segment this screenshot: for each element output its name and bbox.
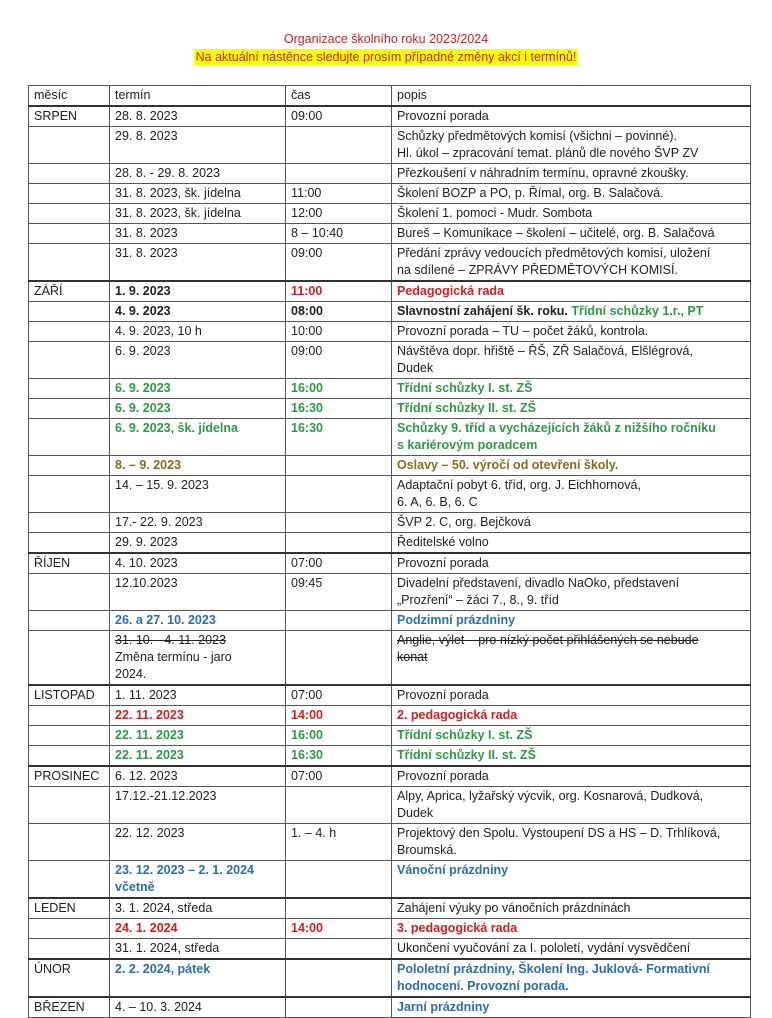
date-cell: 8. – 9. 2023: [110, 456, 286, 476]
table-row: [29, 244, 751, 282]
notice-highlight: Na aktuální nástěnce sledujte prosím případné změny akcí i termínů!: [195, 50, 577, 64]
description-cell: [392, 959, 751, 997]
table-row: [29, 746, 751, 767]
date-cell: [110, 861, 286, 899]
month-cell: [29, 322, 110, 342]
table-row: [29, 399, 751, 419]
time-cell: 10:00: [286, 322, 392, 342]
time-cell: [286, 164, 392, 184]
time-cell: 14:00: [286, 919, 392, 939]
table-row: [29, 224, 751, 244]
description-cell: [392, 302, 751, 322]
time-cell: 11:00: [286, 184, 392, 204]
time-cell: [286, 861, 392, 899]
table-row: [29, 281, 751, 302]
table-row: [29, 861, 751, 899]
time-cell: 16:30: [286, 746, 392, 767]
date-cell: 4. – 10. 3. 2024: [110, 997, 286, 1018]
description-cell: Třídní schůzky I. st. ZŠ: [392, 726, 751, 746]
month-cell: [29, 342, 110, 379]
description-cell: Oslavy – 50. výročí od otevření školy.: [392, 456, 751, 476]
notice-line: [0, 50, 772, 64]
time-cell: 16:00: [286, 726, 392, 746]
date-line-2: včetně: [115, 880, 155, 894]
date-cell: 17.12.-21.12.2023: [110, 787, 286, 824]
time-cell: [286, 127, 392, 164]
date-cell: 1. 9. 2023: [110, 281, 286, 302]
time-cell: 09:00: [286, 244, 392, 282]
time-cell: 09:00: [286, 342, 392, 379]
month-cell: ZÁŘÍ: [29, 281, 110, 302]
date-cell: 29. 9. 2023: [110, 533, 286, 554]
month-cell: [29, 574, 110, 611]
table-row: [29, 898, 751, 919]
time-cell: 11:00: [286, 281, 392, 302]
month-cell: [29, 379, 110, 399]
description-text: Slavnostní zahájení šk. roku.: [397, 304, 568, 318]
description-cell: Provozní porada: [392, 106, 751, 127]
description-line-2: konat: [397, 650, 428, 664]
date-line-2: Změna termínu - jaro: [115, 650, 232, 664]
table-row: [29, 611, 751, 631]
date-cell: 28. 8. - 29. 8. 2023: [110, 164, 286, 184]
header-time: čas: [286, 86, 392, 107]
description-cell: Třídní schůzky II. st. ZŠ: [392, 399, 751, 419]
time-cell: 12:00: [286, 204, 392, 224]
month-cell: LISTOPAD: [29, 685, 110, 706]
description-line: Pololetní prázdniny, Školení Ing. Juklová- Formativní: [397, 962, 711, 976]
date-cell: 6. 9. 2023: [110, 379, 286, 399]
month-cell: [29, 302, 110, 322]
table-row: [29, 302, 751, 322]
table-row: [29, 513, 751, 533]
table-row: [29, 997, 751, 1018]
description-cell: Bureš – Komunikace – školení – učitelé, org. B. Salačová: [392, 224, 751, 244]
date-cell: 22. 12. 2023: [110, 824, 286, 861]
month-cell: ÚNOR: [29, 959, 110, 997]
time-cell: 07:00: [286, 766, 392, 787]
month-cell: [29, 861, 110, 899]
time-cell: [286, 456, 392, 476]
document-title: Organizace školního roku 2023/2024: [283, 32, 489, 46]
table-row: [29, 939, 751, 960]
month-cell: [29, 746, 110, 767]
date-cell: 6. 9. 2023: [110, 399, 286, 419]
description-cell: Provozní porada: [392, 766, 751, 787]
month-cell: [29, 127, 110, 164]
description-cell: ŠVP 2. C, org. Bejčková: [392, 513, 751, 533]
date-cell: 22. 11. 2023: [110, 706, 286, 726]
date-cell: 31. 8. 2023: [110, 244, 286, 282]
description-cell: Školení 1. pomoci - Mudr. Sombota: [392, 204, 751, 224]
month-cell: [29, 611, 110, 631]
table-row: [29, 456, 751, 476]
description-cell: Jarní prázdniny: [392, 997, 751, 1018]
time-cell: 16:30: [286, 419, 392, 456]
date-cell: 31. 1. 2024, středa: [110, 939, 286, 960]
date-cell: [110, 631, 286, 686]
time-cell: [286, 611, 392, 631]
description-line-2: Dudek: [397, 361, 434, 375]
time-cell: 08:00: [286, 302, 392, 322]
description-cell: Provozní porada – TU – počet žáků, kontrola.: [392, 322, 751, 342]
date-cell: 26. a 27. 10. 2023: [110, 611, 286, 631]
table-row: [29, 379, 751, 399]
date-cell: 4. 10. 2023: [110, 553, 286, 574]
month-cell: [29, 476, 110, 513]
time-cell: 07:00: [286, 553, 392, 574]
time-cell: [286, 939, 392, 960]
description-cell: Přezkoušení v náhradním termínu, opravné zkoušky.: [392, 164, 751, 184]
description-cell: [392, 787, 751, 824]
header-month: měsíc: [29, 86, 110, 107]
month-cell: [29, 456, 110, 476]
date-line-3: 2024.: [115, 667, 147, 681]
date-cell: 14. – 15. 9. 2023: [110, 476, 286, 513]
month-cell: ŘÍJEN: [29, 553, 110, 574]
description-cell: 3. pedagogická rada: [392, 919, 751, 939]
table-row: [29, 204, 751, 224]
time-cell: [286, 959, 392, 997]
date-line: 23. 12. 2023 – 2. 1. 2024: [115, 863, 255, 877]
table-row: [29, 631, 751, 686]
table-row: [29, 164, 751, 184]
description-line-2: na sdílené – ZPRÁVY PŘEDMĚTOVÝCH KOMISÍ.: [397, 263, 678, 277]
date-cell: 31. 8. 2023, šk. jídelna: [110, 184, 286, 204]
schedule-table: [28, 85, 751, 1018]
date-cell: 3. 1. 2024, středa: [110, 898, 286, 919]
description-cell: Ukončení vyučování za I. pololetí, vydání vysvědčení: [392, 939, 751, 960]
description-cell: [392, 824, 751, 861]
time-cell: [286, 476, 392, 513]
description-line-2: Hl. úkol – zpracování temat. plánů dle nového ŠVP ZV: [397, 146, 699, 160]
date-cell: 4. 9. 2023: [110, 302, 286, 322]
description-cell: [392, 574, 751, 611]
date-cell: 28. 8. 2023: [110, 106, 286, 127]
month-cell: [29, 726, 110, 746]
description-cell: Třídní schůzky II. st. ZŠ: [392, 746, 751, 767]
table-row: [29, 919, 751, 939]
table-row: [29, 574, 751, 611]
time-cell: [286, 787, 392, 824]
month-cell: [29, 631, 110, 686]
description-line: Alpy, Aprica, lyžařský výcvik, org. Kosnarová, Dudková,: [397, 789, 704, 803]
month-cell: PROSINEC: [29, 766, 110, 787]
month-cell: [29, 184, 110, 204]
table-row: [29, 787, 751, 824]
month-cell: [29, 824, 110, 861]
table-row: [29, 184, 751, 204]
date-line: 31. 10. - 4. 11. 2023: [115, 633, 226, 647]
time-cell: [286, 997, 392, 1018]
date-cell: 12.10.2023: [110, 574, 286, 611]
month-cell: [29, 919, 110, 939]
description-line: Schůzky 9. tříd a vycházejících žáků z nižšího ročníku: [397, 421, 716, 435]
date-cell: 31. 8. 2023: [110, 224, 286, 244]
month-cell: [29, 204, 110, 224]
date-cell: 31. 8. 2023, šk. jídelna: [110, 204, 286, 224]
month-cell: [29, 224, 110, 244]
time-cell: 16:30: [286, 399, 392, 419]
table-row: [29, 706, 751, 726]
table-row: [29, 685, 751, 706]
description-cell: [392, 631, 751, 686]
description-cell: 2. pedagogická rada: [392, 706, 751, 726]
time-cell: 1. – 4. h: [286, 824, 392, 861]
description-line-2: „Prozření“ – žáci 7., 8., 9. tříd: [397, 593, 559, 607]
date-cell: 29. 8. 2023: [110, 127, 286, 164]
table-row: [29, 766, 751, 787]
header-description: popis: [392, 86, 751, 107]
date-cell: 22. 11. 2023: [110, 726, 286, 746]
time-cell: 07:00: [286, 685, 392, 706]
time-cell: 14:00: [286, 706, 392, 726]
description-line-2: Dudek: [397, 806, 434, 820]
time-cell: 09:45: [286, 574, 392, 611]
time-cell: 09:00: [286, 106, 392, 127]
header-date: termín: [110, 86, 286, 107]
time-cell: 8 – 10:40: [286, 224, 392, 244]
table-row: [29, 824, 751, 861]
description-cell: [392, 342, 751, 379]
date-cell: 24. 1. 2024: [110, 919, 286, 939]
description-cell: Vánoční prázdniny: [392, 861, 751, 899]
date-cell: 2. 2. 2024, pátek: [110, 959, 286, 997]
description-line-2: 6. A, 6. B, 6. C: [397, 495, 478, 509]
time-cell: [286, 631, 392, 686]
month-cell: [29, 787, 110, 824]
description-line: Anglie, výlet – pro nízký počet přihlášených se nebude: [397, 633, 699, 647]
table-row: [29, 726, 751, 746]
time-cell: [286, 513, 392, 533]
description-highlight: Třídní schůzky 1.r., PT: [571, 304, 704, 318]
month-cell: [29, 419, 110, 456]
description-cell: [392, 419, 751, 456]
table-row: [29, 342, 751, 379]
table-row: [29, 553, 751, 574]
month-cell: [29, 513, 110, 533]
time-cell: [286, 533, 392, 554]
table-row: [29, 106, 751, 127]
table-row: [29, 127, 751, 164]
description-line: Schůzky předmětových komisí (všichni – povinné).: [397, 129, 677, 143]
month-cell: [29, 533, 110, 554]
month-cell: [29, 164, 110, 184]
month-cell: [29, 706, 110, 726]
month-cell: [29, 939, 110, 960]
description-cell: Školení BOZP a PO, p. Římal, org. B. Salačová.: [392, 184, 751, 204]
description-cell: Provozní porada: [392, 685, 751, 706]
description-cell: Provozní porada: [392, 553, 751, 574]
description-line-2: Broumská.: [397, 843, 457, 857]
date-cell: 6. 9. 2023, šk. jídelna: [110, 419, 286, 456]
description-line: Adaptační pobyt 6. tříd, org. J. Eichhornová,: [397, 478, 641, 492]
month-cell: BŘEZEN: [29, 997, 110, 1018]
date-cell: 6. 12. 2023: [110, 766, 286, 787]
date-cell: 6. 9. 2023: [110, 342, 286, 379]
description-line-2: hodnocení. Provozní porada.: [397, 979, 569, 993]
month-cell: [29, 244, 110, 282]
month-cell: [29, 399, 110, 419]
description-line: Divadelní představení, divadlo NaOko, představení: [397, 576, 680, 590]
table-row: [29, 419, 751, 456]
month-cell: SRPEN: [29, 106, 110, 127]
description-cell: [392, 476, 751, 513]
table-row: [29, 476, 751, 513]
time-cell: 16:00: [286, 379, 392, 399]
description-cell: Zahájení výuky po vánočních prázdninách: [392, 898, 751, 919]
description-line-2: s kariérovým poradcem: [397, 438, 538, 452]
description-line: Předání zprávy vedoucích předmětových komisí, uložení: [397, 246, 711, 260]
table-header-row: [29, 86, 751, 107]
description-cell: [392, 244, 751, 282]
description-line: Návštěva dopr. hřiště – ŘŠ, ZŘ Salačová, Elšlégrová,: [397, 344, 693, 358]
date-cell: 17.- 22. 9. 2023: [110, 513, 286, 533]
date-cell: 22. 11. 2023: [110, 746, 286, 767]
table-row: [29, 322, 751, 342]
date-cell: 1. 11. 2023: [110, 685, 286, 706]
description-cell: Podzimní prázdniny: [392, 611, 751, 631]
description-cell: Ředitelské volno: [392, 533, 751, 554]
description-line: Projektový den Spolu. Vystoupení DS a HS – D. Trhlíková,: [397, 826, 721, 840]
description-cell: [392, 127, 751, 164]
month-cell: LEDEN: [29, 898, 110, 919]
description-cell: Třídní schůzky I. st. ZŠ: [392, 379, 751, 399]
date-cell: 4. 9. 2023, 10 h: [110, 322, 286, 342]
table-row: [29, 959, 751, 997]
time-cell: [286, 898, 392, 919]
table-row: [29, 533, 751, 554]
description-cell: Pedagogická rada: [392, 281, 751, 302]
